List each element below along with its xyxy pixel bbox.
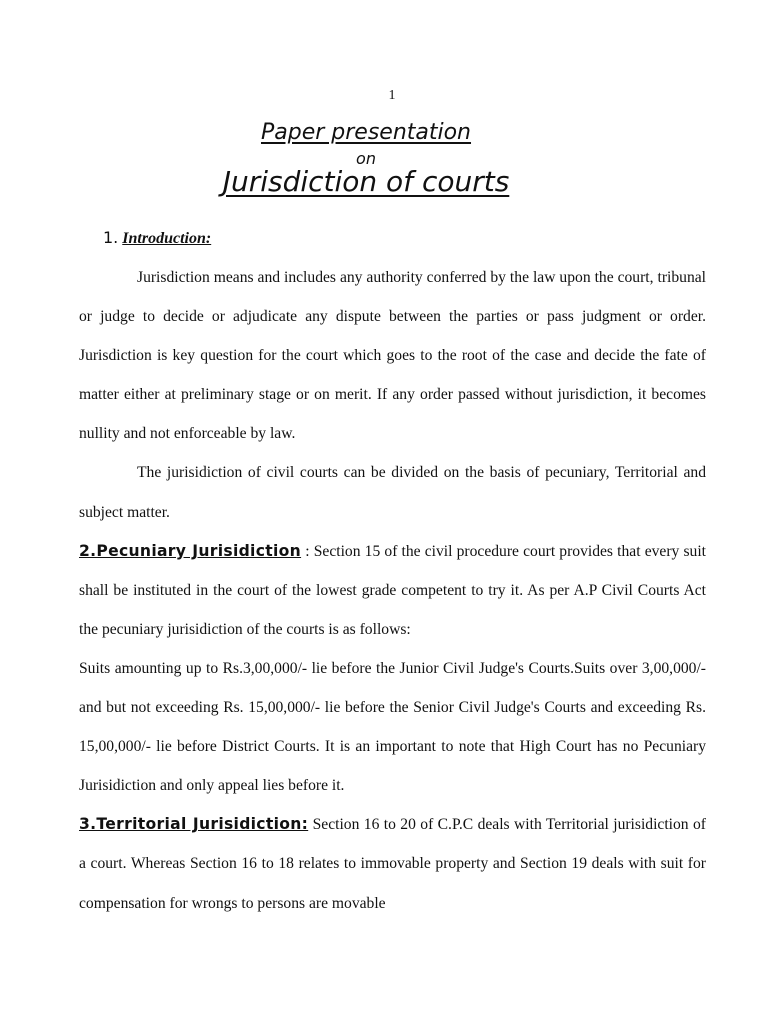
pecuniary-heading: 2.Pecuniary Jurisidiction (79, 541, 302, 560)
document-body (79, 258, 706, 923)
introduction-number: 1. (103, 228, 119, 247)
pecuniary-paragraph-2: Suits amounting up to Rs.3,00,000/- lie before the Junior Civil Judge's Courts.Suits over 3,00,000/- and but not exceeding Rs. 15,00,000/- lie before the Senior Civil Judge's Courts and exceeding Rs. 15,00,000/- lie before District Courts. It is an important to note that High Court has no Pecuniary Jurisidiction and only appeal lies before it. (79, 659, 706, 795)
pecuniary-paragraph (79, 532, 706, 649)
document-title-line-3: Jurisdiction of courts (222, 165, 510, 198)
introduction-paragraph-2: The jurisidiction of civil courts can be divided on the basis of pecuniary, Territorial and subject matter. (79, 464, 706, 521)
pecuniary-text: : Section 15 of the civil procedure court provides that every suit shall be instituted in the court of the lowest grade competent to try it. As per A.P Civil Courts Act the pecuniary jurisidiction of the courts is as follows: (79, 542, 707, 638)
territorial-text: Section 16 to 20 of C.P.C deals with Territorial jurisidiction of a court. Whereas Section 16 to 18 relates to immovable property and Section 19 deals with suit for compensation for wrongs to persons are movable (79, 816, 706, 912)
territorial-heading: 3.Territorial Jurisidiction: (79, 815, 309, 834)
page-number: 1 (388, 88, 396, 103)
introduction-label: Introduction: (122, 230, 212, 247)
document-title-line-1: Paper presentation (260, 120, 472, 145)
introduction-heading (103, 228, 211, 248)
introduction-paragraph-1: Jurisdiction means and includes any authority conferred by the law upon the court, tribunal or judge to decide or adjudicate any dispute between the parties or pass judgment or order. Jurisdiction is key question for the court which goes to the root of the case and decide the fate of matter either at preliminary stage or on merit. If any order passed without jurisdiction, it becomes nullity and not enforceable by law. (79, 269, 706, 443)
territorial-paragraph (79, 805, 706, 922)
document-title-line-2: on (356, 149, 376, 168)
